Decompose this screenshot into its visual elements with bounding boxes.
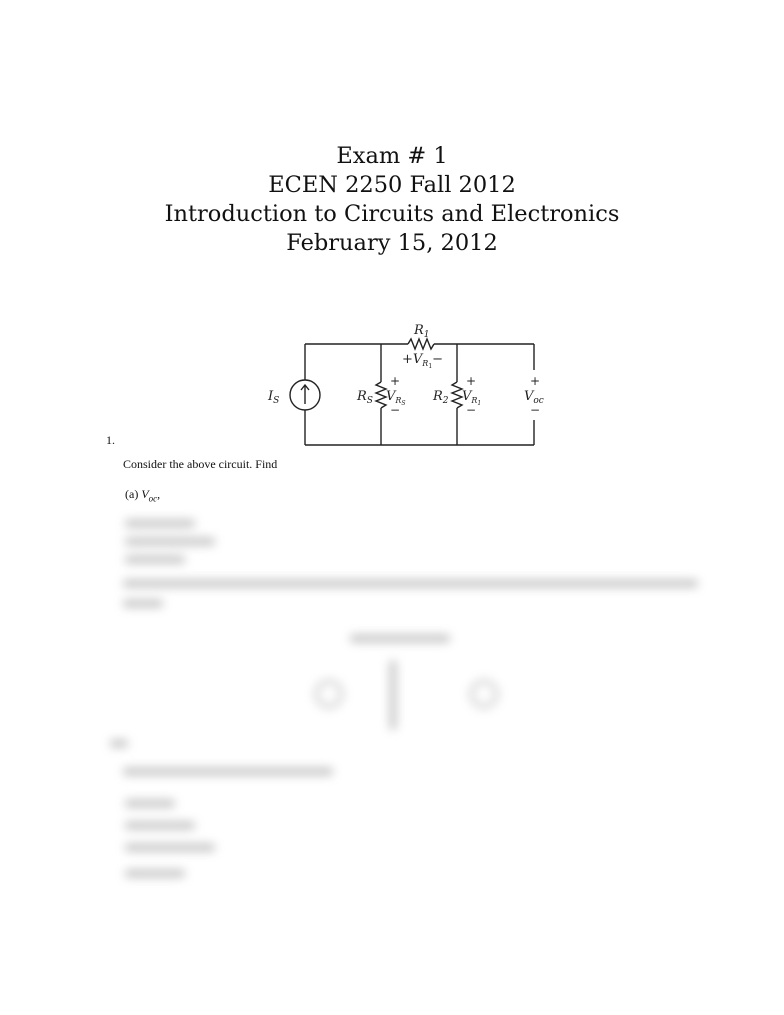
blurred-line <box>110 740 128 747</box>
blurred-line <box>123 768 333 775</box>
course-name: Introduction to Circuits and Electronics <box>164 201 620 227</box>
blurred-line <box>125 870 185 877</box>
question-prompt: Consider the above circuit. Find <box>123 457 278 471</box>
rs-label: $R_S$ <box>357 389 373 406</box>
part-a-subscript: oc <box>148 493 158 504</box>
blurred-line <box>123 600 163 607</box>
source-label: $I_S$ <box>268 389 280 406</box>
exam-date: February 15, 2012 <box>286 230 498 256</box>
voc-plus: + <box>530 374 541 388</box>
vrs-minus: − <box>390 403 401 417</box>
course-title: ECEN 2250 Fall 2012 <box>268 172 516 198</box>
resistor-r2 <box>452 382 462 408</box>
question-part-a <box>125 487 160 503</box>
voc-minus: − <box>530 403 541 417</box>
blurred-line <box>125 800 175 807</box>
blurred-shape <box>470 680 498 708</box>
vrs-label: $V_RS$ <box>386 389 406 407</box>
r1-label: $R_1$ <box>414 323 430 340</box>
blurred-line <box>125 520 195 527</box>
vr2-plus: + <box>466 374 477 388</box>
voc-label: $V_{oc}$ <box>524 389 544 406</box>
vr1-label: $+V_R1-$ <box>402 352 444 370</box>
part-a-variable: V <box>141 487 149 501</box>
part-a-label: (a) <box>125 487 139 501</box>
vr2-label: $V_R1$ <box>462 389 482 407</box>
r2-label: $R_2$ <box>433 389 449 406</box>
blurred-line <box>350 635 450 642</box>
blurred-line <box>125 844 215 851</box>
blurred-line <box>125 538 215 545</box>
resistor-rs <box>376 382 386 408</box>
blurred-line <box>390 660 396 730</box>
blurred-line <box>123 580 698 587</box>
blurred-line <box>125 556 185 563</box>
question-number: 1. <box>106 433 115 447</box>
blurred-content <box>95 510 735 905</box>
part-a-tail: , <box>157 487 161 501</box>
blurred-line <box>125 822 195 829</box>
vr2-minus: − <box>466 403 477 417</box>
exam-title: Exam # 1 <box>336 143 448 169</box>
resistor-r1 <box>408 339 434 349</box>
vrs-plus: + <box>390 374 401 388</box>
blurred-shape <box>315 680 343 708</box>
